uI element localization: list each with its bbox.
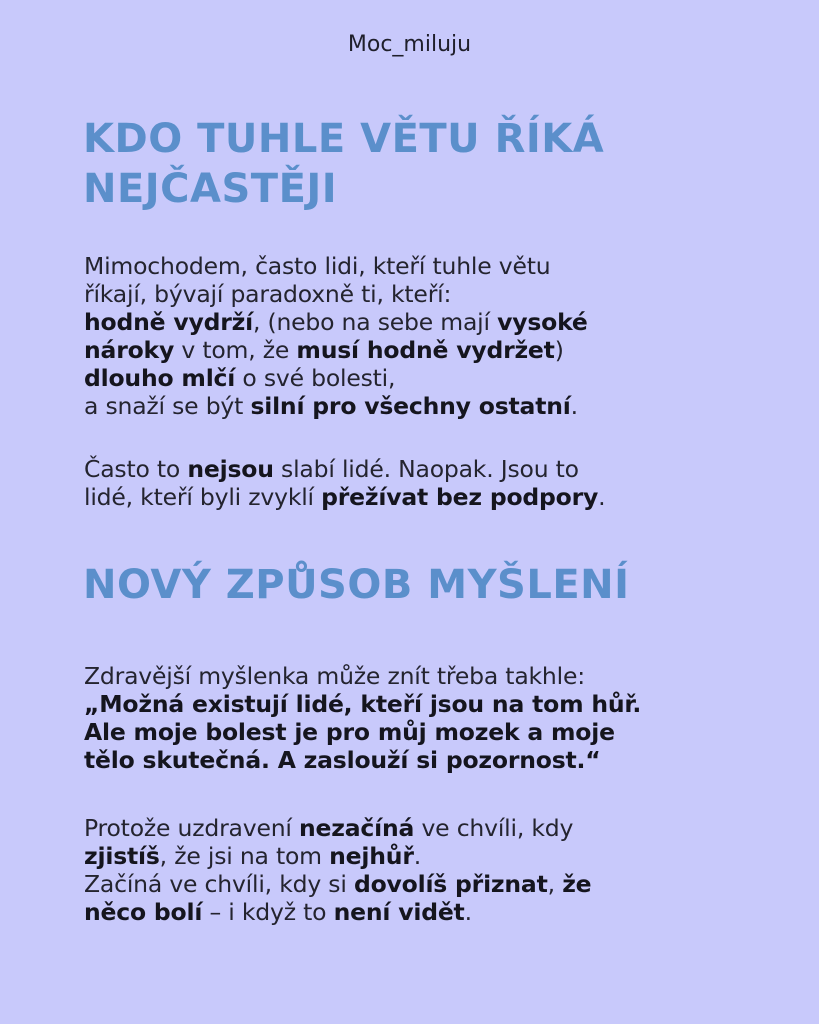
text: o své bolesti, (235, 364, 396, 392)
bold-text: není vidět (333, 898, 465, 926)
bold-text: nejhůř (329, 842, 414, 870)
text-line (84, 718, 641, 746)
bold-text: dlouho mlčí (84, 364, 236, 392)
bold-text: nároky (84, 336, 175, 364)
text: Mimochodem, často lidi, kteří tuhle větu (84, 252, 551, 280)
bold-text: musí hodně vydržet (296, 336, 555, 364)
text: , (547, 870, 563, 898)
bold-text: Ale moje bolest je pro můj mozek a moje (84, 718, 615, 746)
text: . (464, 898, 472, 926)
text: – i když to (202, 898, 334, 926)
text: Zdravější myšlenka může znít třeba takhle: (84, 662, 585, 690)
paragraph-paradox (84, 252, 588, 420)
text-line (84, 280, 588, 308)
bold-text: dovolíš přiznat (353, 870, 548, 898)
bold-text: silní pro všechny ostatní (250, 392, 571, 420)
paragraph-healing (84, 814, 591, 926)
text-line (84, 814, 591, 842)
text: lidé, kteří byli zvyklí (84, 483, 322, 511)
bold-text: nejsou (187, 455, 274, 483)
bold-text: vysoké (497, 308, 588, 336)
bold-text: zjistíš (84, 842, 160, 870)
text: Protože uzdravení (84, 814, 300, 842)
text-line (84, 308, 588, 336)
paragraph-healthier-thought (84, 662, 641, 774)
text-line (84, 455, 605, 483)
text: Často to (84, 455, 188, 483)
text-line (84, 364, 588, 392)
text-line (84, 662, 641, 690)
paragraph-not-weak (84, 455, 605, 511)
text: říkají, bývají paradoxně ti, kteří: (84, 280, 452, 308)
text: a snaží se být (84, 392, 251, 420)
text-line (84, 842, 591, 870)
text: ) (554, 336, 564, 364)
heading-line: NEJČASTĚJI (83, 166, 338, 212)
text: slabí lidé. Naopak. Jsou to (273, 455, 579, 483)
bold-text: „Možná existují lidé, kteří jsou na tom hůř. (84, 690, 642, 718)
text-line (84, 336, 588, 364)
text-line (84, 690, 641, 718)
heading-line: NOVÝ ZPŮSOB MYŠLENÍ (83, 562, 630, 608)
text: , (nebo na sebe mají (252, 308, 498, 336)
text-line (84, 746, 641, 774)
bold-text: něco bolí (84, 898, 203, 926)
heading-line: KDO TUHLE VĚTU ŘÍKÁ (83, 116, 605, 162)
bold-text: přežívat bez podpory (321, 483, 599, 511)
text-line (84, 252, 588, 280)
text: Začíná ve chvíli, kdy si (84, 870, 354, 898)
text: . (413, 842, 422, 870)
text-line (84, 898, 591, 926)
bold-text: že (562, 870, 592, 898)
bold-text: nezačíná (299, 814, 415, 842)
text-line (84, 483, 605, 511)
bold-text: hodně vydrží (84, 308, 253, 336)
text: . (598, 483, 606, 511)
text: . (570, 392, 578, 420)
heading-who-says-it (83, 114, 604, 214)
text: , že jsi na tom (159, 842, 330, 870)
text-line (84, 392, 588, 420)
text-line (84, 870, 591, 898)
text: ve chvíli, kdy (414, 814, 574, 842)
bold-text: tělo skutečná. A zaslouží si pozornost.“ (84, 746, 601, 774)
account-handle: Moc_miluju (347, 32, 472, 57)
text: v tom, že (174, 336, 297, 364)
heading-new-way-of-thinking (83, 560, 630, 610)
